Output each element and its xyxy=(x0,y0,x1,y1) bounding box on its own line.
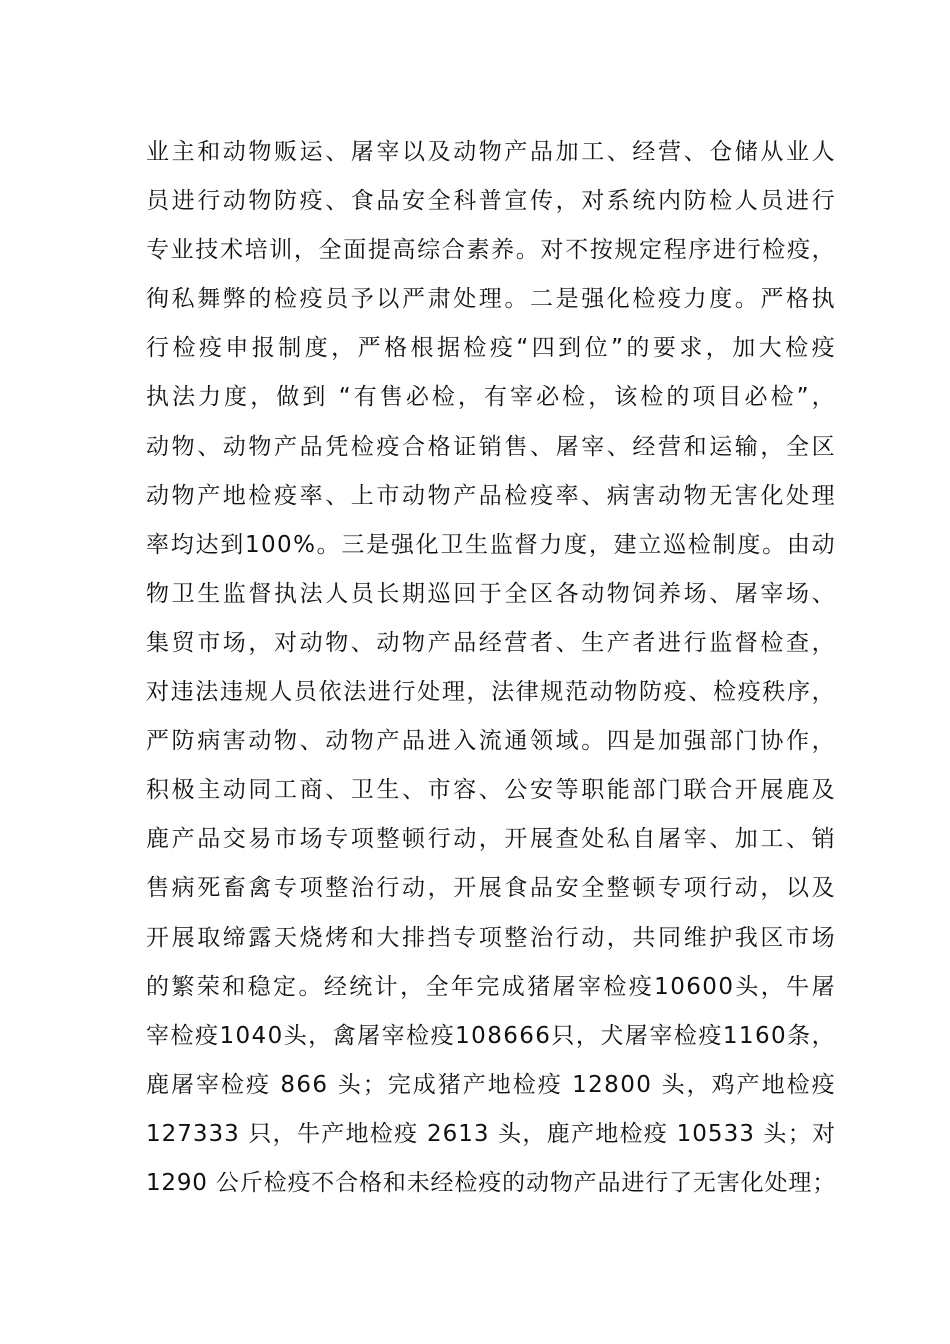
text-line: 127333 只，牛产地检疫 2613 头，鹿产地检疫 10533 头；对 xyxy=(146,1120,836,1147)
text-line: 率均达到100%。三是强化卫生监督力度，建立巡检制度。由动 xyxy=(146,531,836,558)
text-line: 动物产地检疫率、上市动物产品检疫率、病害动物无害化处理 xyxy=(146,482,836,509)
body-paragraph xyxy=(146,128,836,1208)
text-line: 鹿产品交易市场专项整顿行动，开展查处私自屠宰、加工、销 xyxy=(146,826,836,853)
text-line: 执法力度，做到 “有售必检，有宰必检，该检的项目必检”， xyxy=(146,384,836,411)
text-line: 开展取缔露天烧烤和大排挡专项整治行动，共同维护我区市场 xyxy=(146,924,836,951)
text-line: 1290 公斤检疫不合格和未经检疫的动物产品进行了无害化处理； xyxy=(146,1169,836,1196)
text-line: 专业技术培训，全面提高综合素养。对不按规定程序进行检疫， xyxy=(146,237,836,264)
text-line: 徇私舞弊的检疫员予以严肃处理。二是强化检疫力度。严格执 xyxy=(146,286,836,313)
text-line: 业主和动物贩运、屠宰以及动物产品加工、经营、仓储从业人 xyxy=(146,139,836,165)
text-line: 集贸市场，对动物、动物产品经营者、生产者进行监督检查， xyxy=(146,629,836,656)
text-line: 积极主动同工商、卫生、市容、公安等职能部门联合开展鹿及 xyxy=(146,777,836,804)
text-line: 行检疫申报制度，严格根据检疫“四到位”的要求，加大检疫 xyxy=(146,335,836,362)
text-line: 动物、动物产品凭检疫合格证销售、屠宰、经营和运输，全区 xyxy=(146,433,836,460)
text-line: 严防病害动物、动物产品进入流通领域。四是加强部门协作， xyxy=(146,728,836,755)
text-line: 对违法违规人员依法进行处理，法律规范动物防疫、检疫秩序， xyxy=(146,679,836,706)
text-line: 物卫生监督执法人员长期巡回于全区各动物饲养场、屠宰场、 xyxy=(146,580,836,607)
text-line: 鹿屠宰检疫 866 头；完成猪产地检疫 12800 头，鸡产地检疫 xyxy=(146,1071,836,1098)
text-line: 的繁荣和稳定。经统计，全年完成猪屠宰检疫10600头，牛屠 xyxy=(146,973,836,1000)
text-line: 员进行动物防疫、食品安全科普宣传，对系统内防检人员进行 xyxy=(146,188,836,215)
text-line: 售病死畜禽专项整治行动，开展食品安全整顿专项行动，以及 xyxy=(146,875,836,902)
text-line: 宰检疫1040头，禽屠宰检疫108666只，犬屠宰检疫1160条， xyxy=(146,1022,836,1049)
